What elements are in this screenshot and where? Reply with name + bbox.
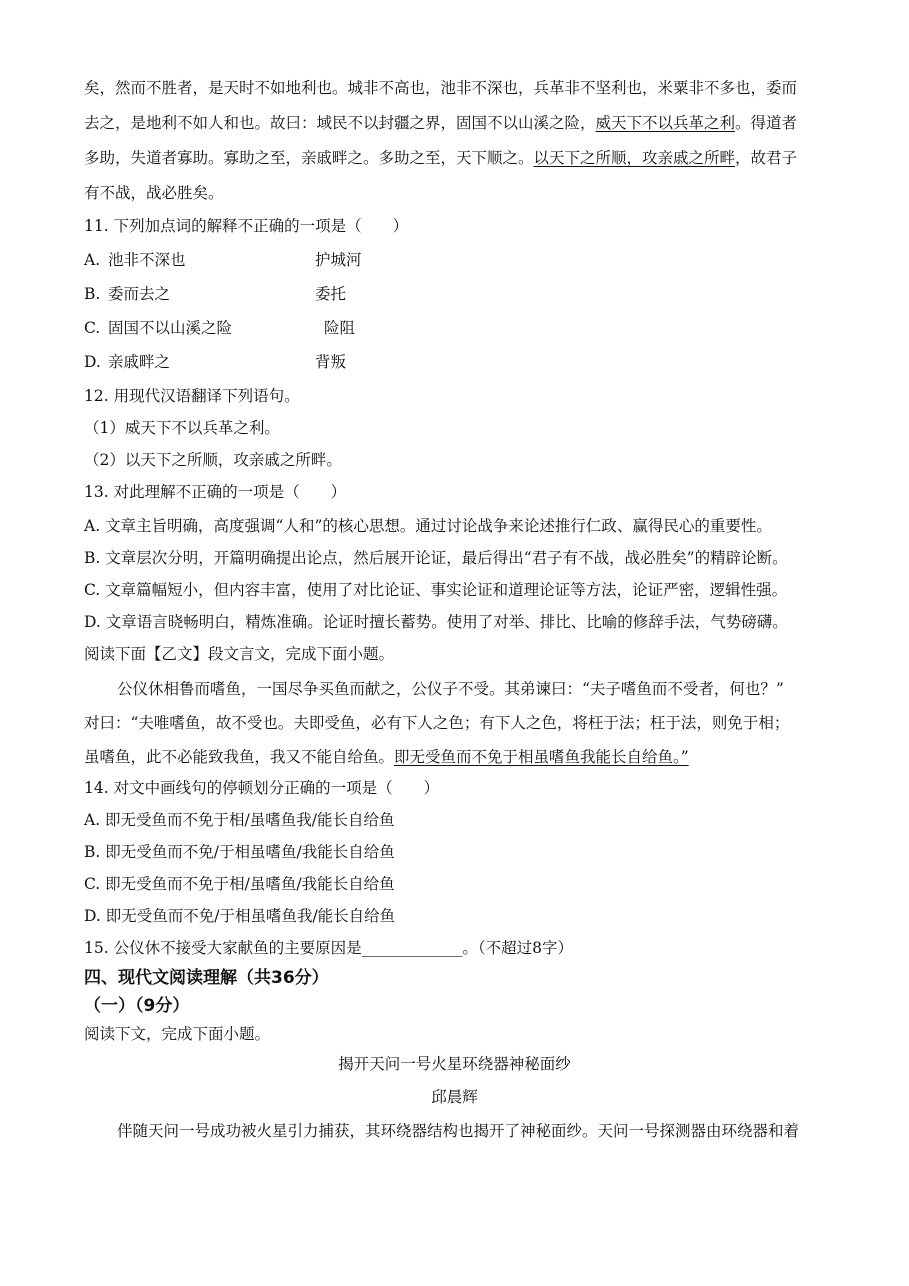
question-13-option-b: B. 文章层次分明，开篇明确提出论点，然后展开论证，最后得出“君子有不战，战必胜矣”的精辟论断。 <box>84 549 788 567</box>
underlined-sentence-1: 威天下不以兵革之利 <box>595 114 736 132</box>
question-15: 15. 公仪休不接受大家献鱼的主要原因是_____________。（不超过8字） <box>84 939 573 957</box>
article-title: 揭开天问一号火星环绕器神秘面纱 <box>338 1055 571 1073</box>
section-4-title: 四、现代文阅读理解（共36分） <box>84 968 329 988</box>
question-13-option-c: C. 文章篇幅短小，但内容丰富，使用了对比论证、事实论证和道理论证等方法，论证严密，逻辑性强。 <box>84 581 788 599</box>
jia-passage-line-2: 去之，是地利不如人和也。故曰：域民不以封疆之界，固国不以山溪之险，威天下不以兵革之利。得道者 <box>84 114 798 132</box>
underlined-sentence-3: 即无受鱼而不免于相虽嗜鱼我能长自给鱼。” <box>394 748 689 766</box>
article-author: 邱晨辉 <box>431 1088 478 1106</box>
question-14-option-a: A. 即无受鱼而不免于相/虽嗜鱼我/能长自给鱼 <box>84 811 395 829</box>
underlined-sentence-2: 以天下之所顺，攻亲戚之所畔 <box>533 149 736 167</box>
section-4-subheading: （一）（9分） <box>84 996 190 1016</box>
question-13-option-a: A. 文章主旨明确，高度强调“人和”的核心思想。通过讨论战争来论述推行仁政、赢得民心的重要性。 <box>84 517 772 535</box>
question-12-stem: 12. 用现代汉语翻译下列语句。 <box>84 387 300 405</box>
section-4-intro: 阅读下文，完成下面小题。 <box>84 1025 271 1043</box>
question-13-option-d: D. 文章语言晓畅明白，精炼准确。论证时擅长蓄势。使用了对举、排比、比喻的修辞手法，气势磅礴。 <box>84 613 788 631</box>
exam-page: 矣，然而不胜者，是天时不如地利也。城非不高也，池非不深也，兵革非不坚利也，米粟非不多也，委而 去之，是地利不如人和也。故曰：域民不以封疆之界，固国不以山溪之险，威天下不以兵革之利。得道者 多助，失道者寡助。寡助之至，亲戚畔之。多助之至，天下顺之。以天下之所顺，攻亲戚之所畔，故君子 有不战，战必胜矣。 11. 下列加点词的解释不正确的一项是（ ） A. 池非不深也 护城河 B. 委而去之 委托 C. 固国不以山溪之险 险阻 D. 亲戚畔之 背叛 12. 用现代汉语翻译下列语句。 （1）威天下不以兵革之利。 （2）以天下之所顺，攻亲戚之所畔。 13. 对此理解不正确的一项是（ ） A. 文章主旨明确，高度强调“人和”的核心思想。通过讨论战争来论述推行仁政、赢得民心的重要性。 B. 文章层次分明，开篇明确提出论点，然后展开论证，最后得出“君子有不战，战必胜矣”的精辟论断。 C. 文章篇幅短小，但内容丰富，使用了对比论证、事实论证和道理论证等方法，论证严密，逻辑性强。 D. 文章语言晓畅明白，精炼准确。论证时擅长蓄势。使用了对举、排比、比喻的修辞手法，气势磅礴。 阅读下面【乙文】段文言文，完成下面小题。 公仪休相鲁而嗜鱼，一国尽争买鱼而献之，公仪子不受。其弟谏曰：“夫子嗜鱼而不受者，何也？” 对曰：“夫唯嗜鱼，故不受也。夫即受鱼，必有下人之色；有下人之色，将枉于法；枉于法，则免于相； 虽嗜鱼，此不必能致我鱼，我又不能自给鱼。即无受鱼而不免于相虽嗜鱼我能长自给鱼。” 14. 对文中画线句的停顿划分正确的一项是（ ） A. 即无受鱼而不免于相/虽嗜鱼我/能长自给鱼 B. 即无受鱼而不免/于相虽嗜鱼/我能长自给鱼 C. 即无受鱼而不免于相/虽嗜鱼/我能长自给鱼 D. 即无受鱼而不免/于相虽嗜鱼我/能长自给鱼 15. 公仪休不接受大家献鱼的主要原因是_____________。（不超过8字） 四、现代文阅读理解（共36分） （一）（9分） 阅读下文，完成下面小题。 揭开天问一号火星环绕器神秘面纱 邱晨辉 伴随天问一号成功被火星引力捕获，其环绕器结构也揭开了神秘面纱。天问一号探测器由环绕器和着 <box>0 0 909 1286</box>
question-11-stem: 11. 下列加点词的解释不正确的一项是（ ） <box>84 217 409 235</box>
article-first-line: 伴随天问一号成功被火星引力捕获，其环绕器结构也揭开了神秘面纱。天问一号探测器由环绕器和着 <box>117 1122 800 1140</box>
question-14-stem: 14. 对文中画线句的停顿划分正确的一项是（ ） <box>84 779 440 797</box>
jia-passage-line-4: 有不战，战必胜矣。 <box>84 184 224 202</box>
question-14-option-d: D. 即无受鱼而不免/于相虽嗜鱼我/能长自给鱼 <box>84 907 396 925</box>
jia-passage-line-3: 多助，失道者寡助。寡助之至，亲戚畔之。多助之至，天下顺之。以天下之所顺，攻亲戚之所畔，故君子 <box>84 149 798 167</box>
jia-passage-line-1: 矣，然而不胜者，是天时不如地利也。城非不高也，池非不深也，兵革非不坚利也，米粟非不多也，委而 <box>84 79 798 97</box>
answer-blank[interactable]: _____________ <box>361 939 463 957</box>
yi-passage-line-2: 对曰：“夫唯嗜鱼，故不受也。夫即受鱼，必有下人之色；有下人之色，将枉于法；枉于法，则免于相； <box>84 714 790 732</box>
question-14-option-b: B. 即无受鱼而不免/于相虽嗜鱼/我能长自给鱼 <box>84 843 395 861</box>
yi-passage-line-1: 公仪休相鲁而嗜鱼，一国尽争买鱼而献之，公仪子不受。其弟谏曰：“夫子嗜鱼而不受者，何也？” <box>117 680 784 698</box>
question-12-item-2: （2）以天下之所顺，攻亲戚之所畔。 <box>84 451 342 469</box>
question-13-stem: 13. 对此理解不正确的一项是（ ） <box>84 483 347 501</box>
yi-intro: 阅读下面【乙文】段文言文，完成下面小题。 <box>84 645 395 663</box>
question-12-item-1: （1）威天下不以兵革之利。 <box>84 419 280 437</box>
yi-passage-line-3: 虽嗜鱼，此不必能致我鱼，我又不能自给鱼。即无受鱼而不免于相虽嗜鱼我能长自给鱼。” <box>84 748 689 766</box>
question-14-option-c: C. 即无受鱼而不免于相/虽嗜鱼/我能长自给鱼 <box>84 875 395 893</box>
